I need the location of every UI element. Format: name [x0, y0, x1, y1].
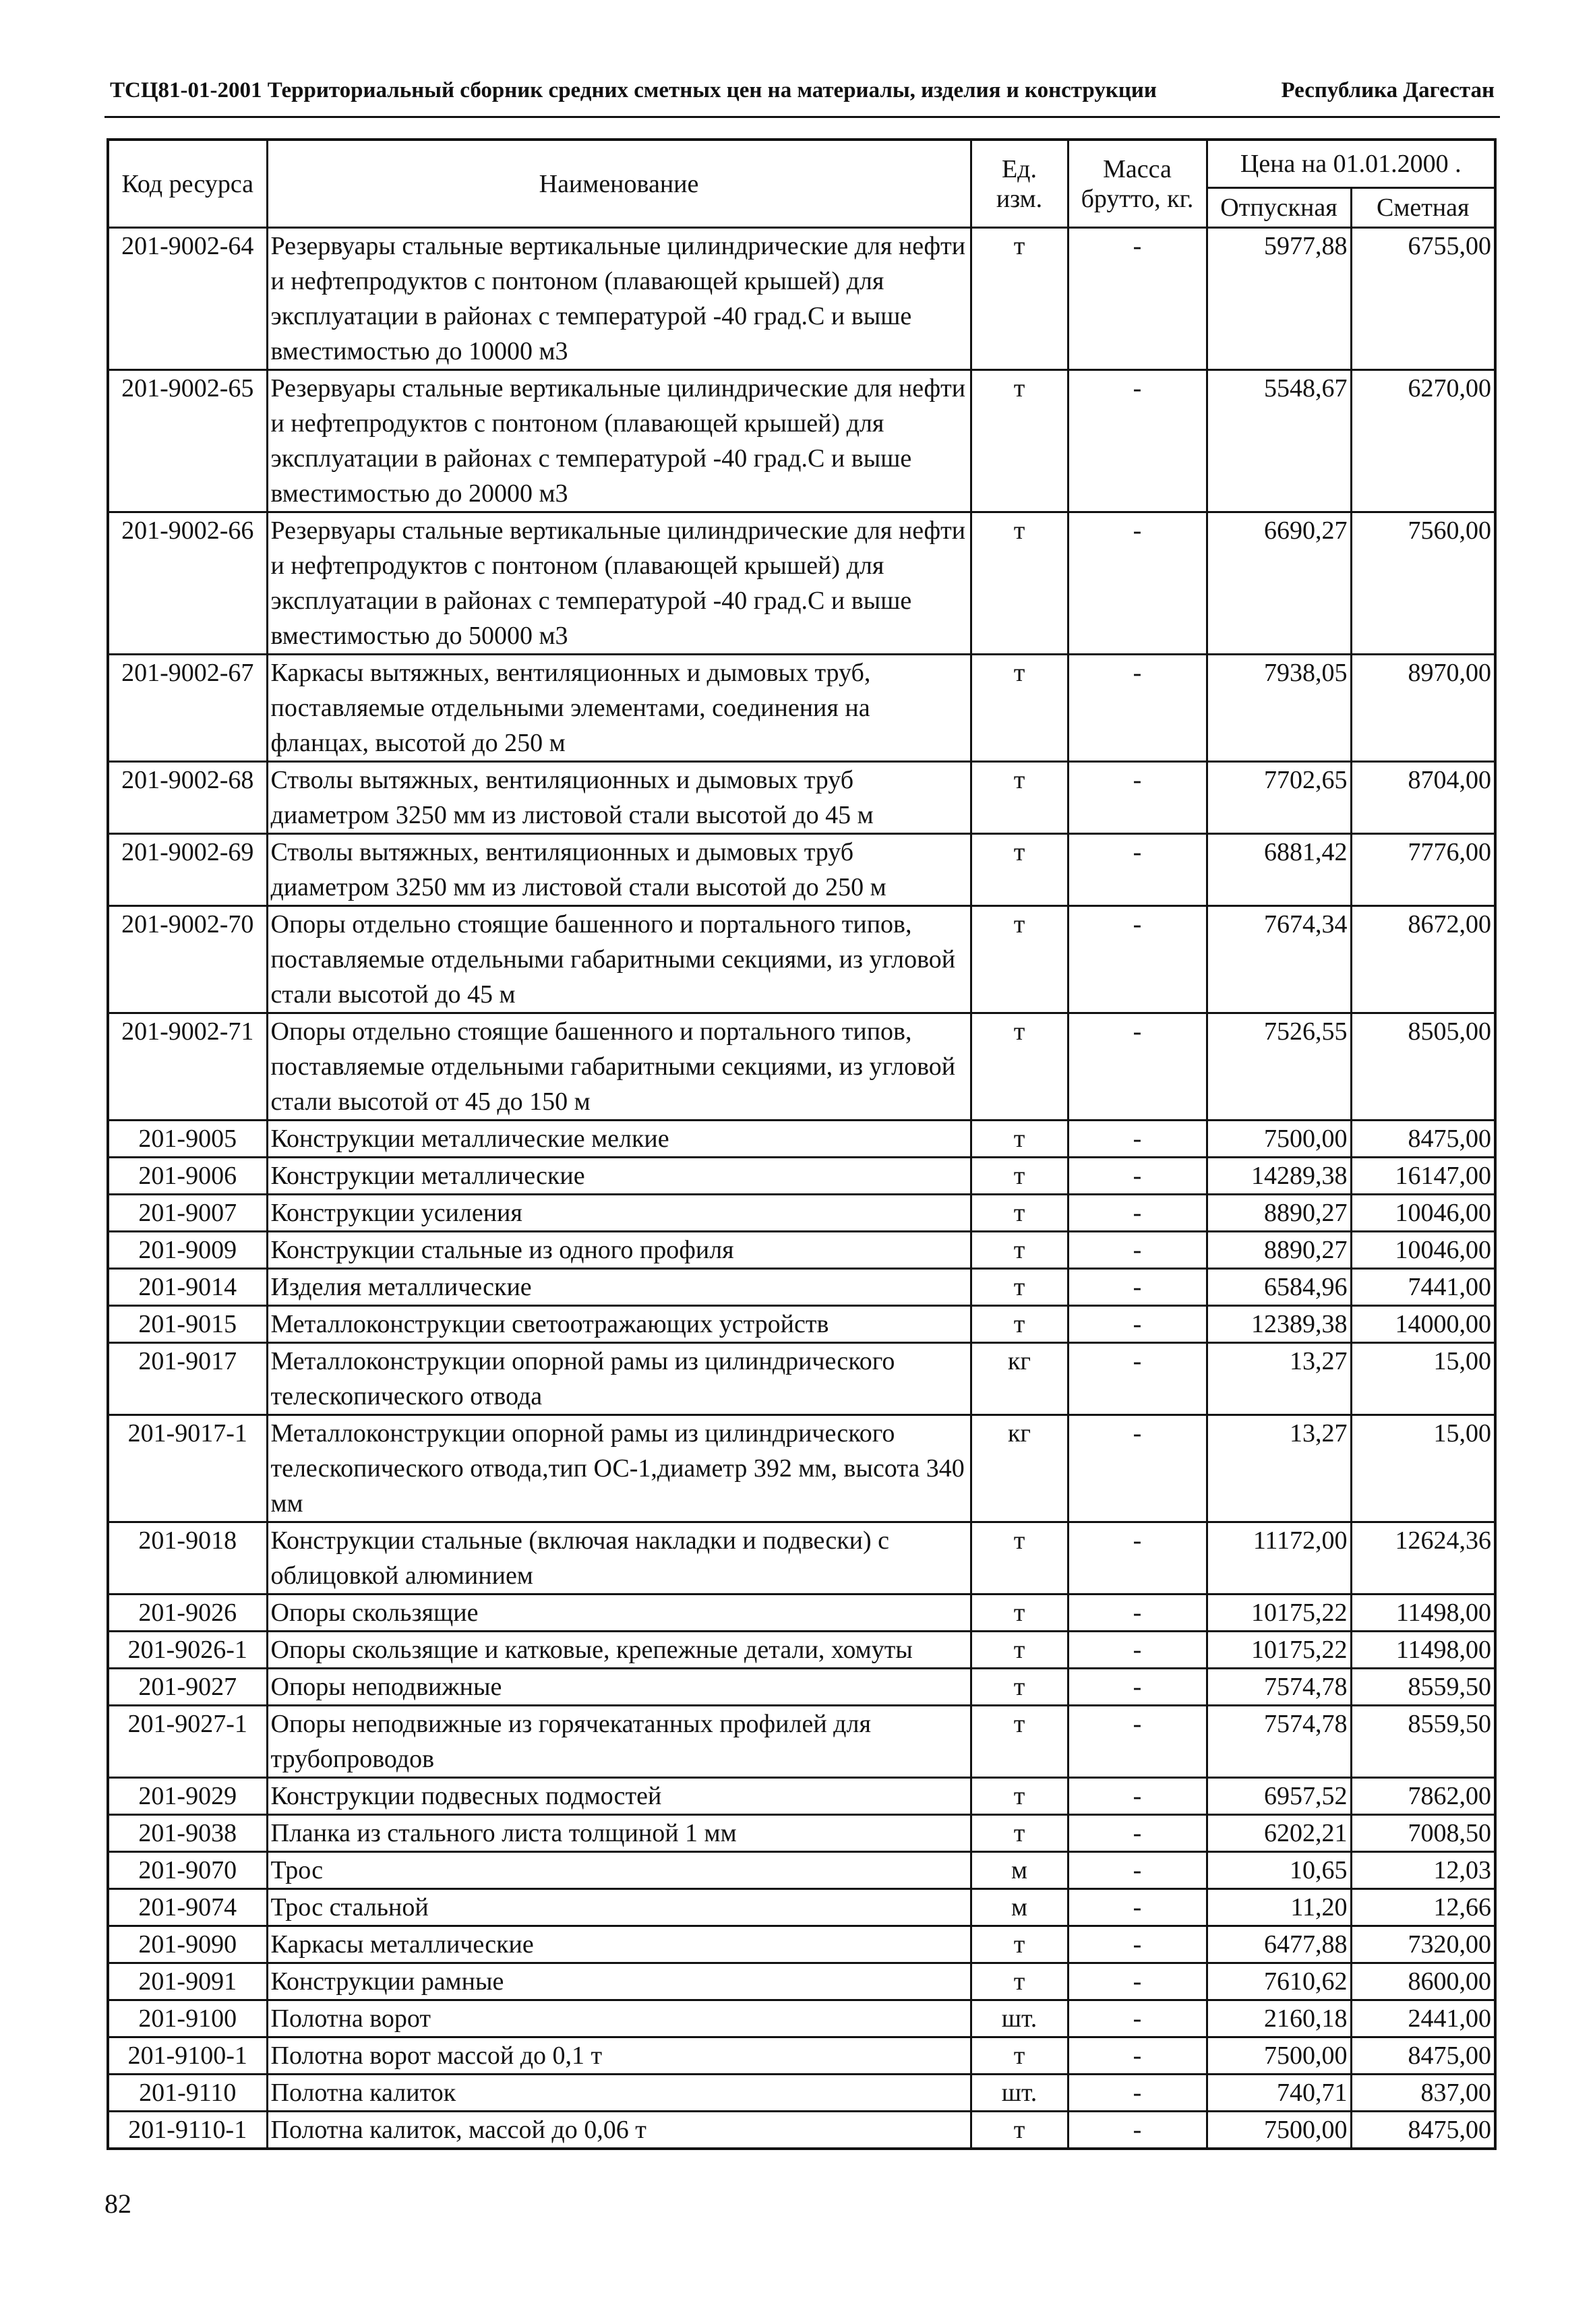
unit-cell: т	[971, 1306, 1068, 1343]
mass-cell: -	[1068, 1815, 1207, 1852]
mass-cell: -	[1068, 1926, 1207, 1963]
estimate-price-cell: 8600,00	[1351, 1963, 1495, 2000]
estimate-price-cell: 10046,00	[1351, 1195, 1495, 1232]
resource-code-cell: 201-9100	[108, 2000, 267, 2037]
resource-name-cell: Опоры неподвижные	[267, 1669, 971, 1706]
resource-name-cell: Металлоконструкции светоотражающих устройств	[267, 1306, 971, 1343]
resource-name-cell: Конструкции стальные из одного профиля	[267, 1232, 971, 1269]
release-price-cell: 13,27	[1207, 1415, 1351, 1522]
resource-code-cell: 201-9090	[108, 1926, 267, 1963]
release-price-cell: 6477,88	[1207, 1926, 1351, 1963]
release-price-cell: 11,20	[1207, 1889, 1351, 1926]
table-row	[108, 1852, 1495, 1889]
unit-cell: кг	[971, 1415, 1068, 1522]
resource-name-cell: Трос	[267, 1852, 971, 1889]
unit-cell: т	[971, 655, 1068, 762]
table-row	[108, 1632, 1495, 1669]
resource-code-cell: 201-9015	[108, 1306, 267, 1343]
resource-code-cell: 201-9091	[108, 1963, 267, 2000]
table-row	[108, 2112, 1495, 2149]
resource-name-cell: Опоры скользящие	[267, 1595, 971, 1632]
release-price-cell: 11172,00	[1207, 1522, 1351, 1595]
estimate-price-cell: 6270,00	[1351, 370, 1495, 512]
release-price-cell: 7702,65	[1207, 762, 1351, 834]
resource-name-cell: Резервуары стальные вертикальные цилиндрические для нефти и нефтепродуктов с понтоном (плавающей крышей) для эксплуатации в районах с температурой -40 град.С и выше вместимостью до 50000 м3	[267, 512, 971, 655]
resource-name-cell: Трос стальной	[267, 1889, 971, 1926]
unit-cell: т	[971, 2037, 1068, 2075]
resource-code-cell: 201-9002-67	[108, 655, 267, 762]
resource-code-cell: 201-9005	[108, 1121, 267, 1158]
table-row	[108, 1232, 1495, 1269]
release-price-cell: 6957,52	[1207, 1778, 1351, 1815]
column-header-price-group: Цена на 01.01.2000 .	[1207, 140, 1495, 188]
resource-name-cell: Конструкции рамные	[267, 1963, 971, 2000]
document-title: ТСЦ81-01-2001 Территориальный сборник средних сметных цен на материалы, изделия и конструкции	[110, 78, 1157, 102]
estimate-price-cell: 7776,00	[1351, 834, 1495, 906]
mass-cell: -	[1068, 1232, 1207, 1269]
table-row	[108, 1158, 1495, 1195]
unit-cell: т	[971, 1158, 1068, 1195]
column-header-mass: Масса брутто, кг.	[1068, 140, 1207, 228]
table-body	[108, 228, 1495, 2149]
table-row	[108, 370, 1495, 512]
mass-cell: -	[1068, 1852, 1207, 1889]
mass-cell: -	[1068, 1195, 1207, 1232]
resource-code-cell: 201-9002-70	[108, 906, 267, 1013]
table-row	[108, 1815, 1495, 1852]
unit-cell: шт.	[971, 2075, 1068, 2112]
page-number: 82	[104, 2188, 131, 2219]
mass-cell: -	[1068, 1013, 1207, 1121]
estimate-price-cell: 16147,00	[1351, 1158, 1495, 1195]
page-header	[104, 76, 1500, 118]
estimate-price-cell: 7008,50	[1351, 1815, 1495, 1852]
estimate-price-cell: 8475,00	[1351, 2037, 1495, 2075]
table-row	[108, 1306, 1495, 1343]
release-price-cell: 5548,67	[1207, 370, 1351, 512]
resource-code-cell: 201-9110-1	[108, 2112, 267, 2149]
table-row	[108, 1195, 1495, 1232]
estimate-price-cell: 7560,00	[1351, 512, 1495, 655]
mass-cell: -	[1068, 1522, 1207, 1595]
mass-cell: -	[1068, 2000, 1207, 2037]
resource-name-cell: Металлоконструкции опорной рамы из цилиндрического телескопического отвода,тип ОС-1,диаметр 392 мм, высота 340 мм	[267, 1415, 971, 1522]
unit-cell: т	[971, 1926, 1068, 1963]
mass-cell: -	[1068, 1706, 1207, 1778]
resource-code-cell: 201-9006	[108, 1158, 267, 1195]
release-price-cell: 14289,38	[1207, 1158, 1351, 1195]
mass-cell: -	[1068, 1963, 1207, 2000]
table-header	[108, 140, 1495, 228]
mass-cell: -	[1068, 1632, 1207, 1669]
resource-name-cell: Каркасы металлические	[267, 1926, 971, 1963]
release-price-cell: 8890,27	[1207, 1232, 1351, 1269]
resource-name-cell: Полотна калиток, массой до 0,06 т	[267, 2112, 971, 2149]
resource-code-cell: 201-9026	[108, 1595, 267, 1632]
resource-name-cell: Полотна ворот	[267, 2000, 971, 2037]
unit-cell: кг	[971, 1343, 1068, 1415]
mass-cell: -	[1068, 1158, 1207, 1195]
estimate-price-cell: 2441,00	[1351, 2000, 1495, 2037]
table-row	[108, 1269, 1495, 1306]
resource-name-cell: Металлоконструкции опорной рамы из цилиндрического телескопического отвода	[267, 1343, 971, 1415]
release-price-cell: 10175,22	[1207, 1632, 1351, 1669]
resource-name-cell: Планка из стального листа толщиной 1 мм	[267, 1815, 971, 1852]
estimate-price-cell: 8704,00	[1351, 762, 1495, 834]
column-header-price-estimate: Сметная	[1351, 188, 1495, 228]
release-price-cell: 10,65	[1207, 1852, 1351, 1889]
table-row	[108, 1343, 1495, 1415]
resource-code-cell: 201-9009	[108, 1232, 267, 1269]
unit-cell: т	[971, 1195, 1068, 1232]
table-row	[108, 1013, 1495, 1121]
price-table	[107, 138, 1497, 2150]
table-row	[108, 762, 1495, 834]
mass-cell: -	[1068, 512, 1207, 655]
resource-code-cell: 201-9002-64	[108, 228, 267, 370]
resource-name-cell: Опоры неподвижные из горячекатанных профилей для трубопроводов	[267, 1706, 971, 1778]
release-price-cell: 7610,62	[1207, 1963, 1351, 2000]
mass-cell: -	[1068, 1415, 1207, 1522]
estimate-price-cell: 837,00	[1351, 2075, 1495, 2112]
estimate-price-cell: 15,00	[1351, 1415, 1495, 1522]
unit-cell: т	[971, 1121, 1068, 1158]
resource-name-cell: Конструкции усиления	[267, 1195, 971, 1232]
resource-code-cell: 201-9002-68	[108, 762, 267, 834]
release-price-cell: 7500,00	[1207, 1121, 1351, 1158]
unit-cell: м	[971, 1889, 1068, 1926]
resource-code-cell: 201-9007	[108, 1195, 267, 1232]
unit-cell: т	[971, 370, 1068, 512]
estimate-price-cell: 8475,00	[1351, 1121, 1495, 1158]
resource-name-cell: Конструкции подвесных подмостей	[267, 1778, 971, 1815]
estimate-price-cell: 11498,00	[1351, 1595, 1495, 1632]
table-row	[108, 1963, 1495, 2000]
column-header-name: Наименование	[267, 140, 971, 228]
mass-cell: -	[1068, 2112, 1207, 2149]
resource-code-cell: 201-9074	[108, 1889, 267, 1926]
estimate-price-cell: 7862,00	[1351, 1778, 1495, 1815]
resource-name-cell: Изделия металлические	[267, 1269, 971, 1306]
resource-name-cell: Конструкции металлические	[267, 1158, 971, 1195]
resource-name-cell: Конструкции стальные (включая накладки и подвески) с облицовкой алюминием	[267, 1522, 971, 1595]
table-row	[108, 1415, 1495, 1522]
table-row	[108, 512, 1495, 655]
estimate-price-cell: 12624,36	[1351, 1522, 1495, 1595]
table-row	[108, 1889, 1495, 1926]
unit-cell: т	[971, 1669, 1068, 1706]
release-price-cell: 7500,00	[1207, 2037, 1351, 2075]
mass-cell: -	[1068, 906, 1207, 1013]
unit-cell: т	[971, 1778, 1068, 1815]
unit-cell: т	[971, 906, 1068, 1013]
table-row	[108, 228, 1495, 370]
mass-cell: -	[1068, 762, 1207, 834]
unit-cell: м	[971, 1852, 1068, 1889]
mass-cell: -	[1068, 1306, 1207, 1343]
resource-code-cell: 201-9070	[108, 1852, 267, 1889]
resource-code-cell: 201-9014	[108, 1269, 267, 1306]
resource-name-cell: Опоры скользящие и катковые, крепежные детали, хомуты	[267, 1632, 971, 1669]
unit-cell: т	[971, 1815, 1068, 1852]
release-price-cell: 7500,00	[1207, 2112, 1351, 2149]
estimate-price-cell: 14000,00	[1351, 1306, 1495, 1343]
unit-cell: т	[971, 1632, 1068, 1669]
release-price-cell: 6690,27	[1207, 512, 1351, 655]
release-price-cell: 7938,05	[1207, 655, 1351, 762]
resource-name-cell: Полотна ворот массой до 0,1 т	[267, 2037, 971, 2075]
unit-cell: т	[971, 1013, 1068, 1121]
table-row	[108, 2037, 1495, 2075]
unit-cell: т	[971, 1963, 1068, 2000]
estimate-price-cell: 12,03	[1351, 1852, 1495, 1889]
resource-code-cell: 201-9027	[108, 1669, 267, 1706]
estimate-price-cell: 6755,00	[1351, 228, 1495, 370]
mass-cell: -	[1068, 1121, 1207, 1158]
resource-name-cell: Каркасы вытяжных, вентиляционных и дымовых труб, поставляемые отдельными элементами, соединения на фланцах, высотой до 250 м	[267, 655, 971, 762]
resource-code-cell: 201-9002-65	[108, 370, 267, 512]
estimate-price-cell: 11498,00	[1351, 1632, 1495, 1669]
table-row	[108, 1595, 1495, 1632]
release-price-cell: 12389,38	[1207, 1306, 1351, 1343]
column-header-unit: Ед. изм.	[971, 140, 1068, 228]
mass-cell: -	[1068, 2075, 1207, 2112]
release-price-cell: 6202,21	[1207, 1815, 1351, 1852]
release-price-cell: 8890,27	[1207, 1195, 1351, 1232]
table-row	[108, 2075, 1495, 2112]
unit-cell: т	[971, 834, 1068, 906]
estimate-price-cell: 8505,00	[1351, 1013, 1495, 1121]
mass-cell: -	[1068, 1778, 1207, 1815]
resource-name-cell: Стволы вытяжных, вентиляционных и дымовых труб диаметром 3250 мм из листовой стали высотой до 250 м	[267, 834, 971, 906]
mass-cell: -	[1068, 1889, 1207, 1926]
table-row	[108, 1669, 1495, 1706]
unit-cell: т	[971, 1595, 1068, 1632]
resource-code-cell: 201-9017-1	[108, 1415, 267, 1522]
estimate-price-cell: 8559,50	[1351, 1706, 1495, 1778]
unit-cell: шт.	[971, 2000, 1068, 2037]
release-price-cell: 13,27	[1207, 1343, 1351, 1415]
mass-cell: -	[1068, 834, 1207, 906]
mass-cell: -	[1068, 1669, 1207, 1706]
estimate-price-cell: 7320,00	[1351, 1926, 1495, 1963]
table-row	[108, 1522, 1495, 1595]
resource-name-cell: Резервуары стальные вертикальные цилиндрические для нефти и нефтепродуктов с понтоном (плавающей крышей) для эксплуатации в районах с температурой -40 град.С и выше вместимостью до 20000 м3	[267, 370, 971, 512]
mass-cell: -	[1068, 228, 1207, 370]
resource-name-cell: Стволы вытяжных, вентиляционных и дымовых труб диаметром 3250 мм из листовой стали высотой до 45 м	[267, 762, 971, 834]
estimate-price-cell: 15,00	[1351, 1343, 1495, 1415]
resource-code-cell: 201-9018	[108, 1522, 267, 1595]
resource-code-cell: 201-9002-71	[108, 1013, 267, 1121]
resource-code-cell: 201-9026-1	[108, 1632, 267, 1669]
unit-cell: т	[971, 1232, 1068, 1269]
resource-name-cell: Конструкции металлические мелкие	[267, 1121, 971, 1158]
resource-code-cell: 201-9110	[108, 2075, 267, 2112]
estimate-price-cell: 8559,50	[1351, 1669, 1495, 1706]
release-price-cell: 6584,96	[1207, 1269, 1351, 1306]
estimate-price-cell: 12,66	[1351, 1889, 1495, 1926]
mass-cell: -	[1068, 1595, 1207, 1632]
resource-code-cell: 201-9100-1	[108, 2037, 267, 2075]
region-name: Республика Дагестан	[1281, 78, 1495, 102]
resource-name-cell: Опоры отдельно стоящие башенного и портального типов, поставляемые отдельными габаритными секциями, из угловой стали высотой до 45 м	[267, 906, 971, 1013]
table-row	[108, 834, 1495, 906]
mass-cell: -	[1068, 1343, 1207, 1415]
mass-cell: -	[1068, 1269, 1207, 1306]
resource-name-cell: Полотна калиток	[267, 2075, 971, 2112]
unit-cell: т	[971, 512, 1068, 655]
resource-code-cell: 201-9002-69	[108, 834, 267, 906]
table-row	[108, 1121, 1495, 1158]
table-row	[108, 1778, 1495, 1815]
release-price-cell: 7674,34	[1207, 906, 1351, 1013]
unit-cell: т	[971, 2112, 1068, 2149]
resource-code-cell: 201-9027-1	[108, 1706, 267, 1778]
release-price-cell: 10175,22	[1207, 1595, 1351, 1632]
release-price-cell: 5977,88	[1207, 228, 1351, 370]
unit-cell: т	[971, 228, 1068, 370]
column-header-price-release: Отпускная	[1207, 188, 1351, 228]
table-row	[108, 1706, 1495, 1778]
resource-code-cell: 201-9029	[108, 1778, 267, 1815]
table-row	[108, 1926, 1495, 1963]
estimate-price-cell: 8672,00	[1351, 906, 1495, 1013]
estimate-price-cell: 7441,00	[1351, 1269, 1495, 1306]
table-row	[108, 655, 1495, 762]
unit-cell: т	[971, 1269, 1068, 1306]
unit-cell: т	[971, 1522, 1068, 1595]
release-price-cell: 2160,18	[1207, 2000, 1351, 2037]
resource-code-cell: 201-9038	[108, 1815, 267, 1852]
table-row	[108, 2000, 1495, 2037]
column-header-code: Код ресурса	[108, 140, 267, 228]
unit-cell: т	[971, 1706, 1068, 1778]
table-row	[108, 906, 1495, 1013]
release-price-cell: 740,71	[1207, 2075, 1351, 2112]
unit-cell: т	[971, 762, 1068, 834]
resource-name-cell: Опоры отдельно стоящие башенного и портального типов, поставляемые отдельными габаритными секциями, из угловой стали высотой от 45 до 150 м	[267, 1013, 971, 1121]
resource-code-cell: 201-9002-66	[108, 512, 267, 655]
release-price-cell: 7526,55	[1207, 1013, 1351, 1121]
release-price-cell: 7574,78	[1207, 1706, 1351, 1778]
release-price-cell: 7574,78	[1207, 1669, 1351, 1706]
resource-name-cell: Резервуары стальные вертикальные цилиндрические для нефти и нефтепродуктов с понтоном (плавающей крышей) для эксплуатации в районах с температурой -40 град.С и выше вместимостью до 10000 м3	[267, 228, 971, 370]
mass-cell: -	[1068, 655, 1207, 762]
estimate-price-cell: 8475,00	[1351, 2112, 1495, 2149]
release-price-cell: 6881,42	[1207, 834, 1351, 906]
resource-code-cell: 201-9017	[108, 1343, 267, 1415]
estimate-price-cell: 8970,00	[1351, 655, 1495, 762]
estimate-price-cell: 10046,00	[1351, 1232, 1495, 1269]
mass-cell: -	[1068, 370, 1207, 512]
mass-cell: -	[1068, 2037, 1207, 2075]
